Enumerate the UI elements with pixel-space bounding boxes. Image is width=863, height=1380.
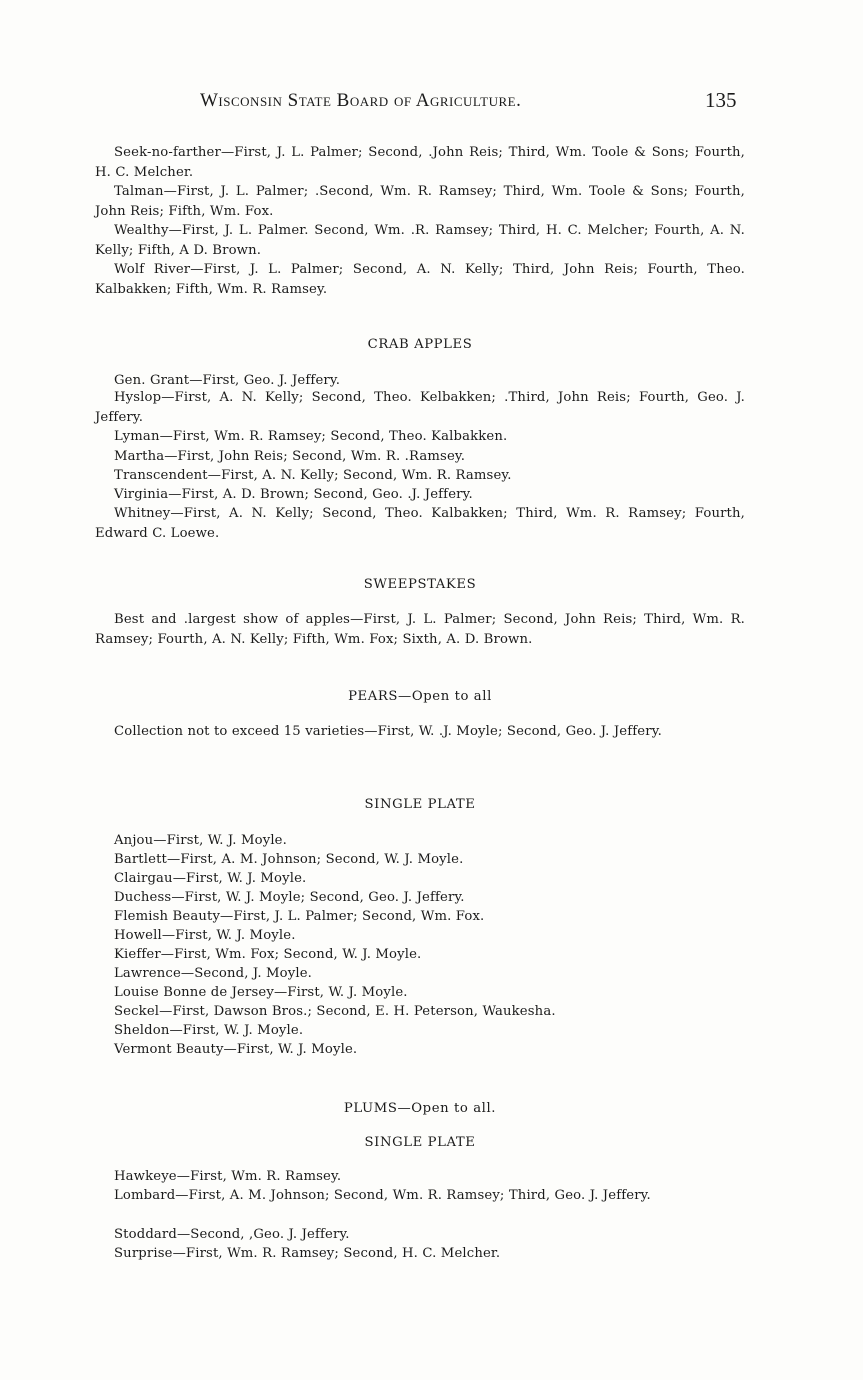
entry-gen-grant: Gen. Grant—First, Geo. J. Jeffery.: [114, 373, 341, 388]
entry-whitney: Whitney—First, A. N. Kelly; Second, Theo. Kalbakken; Third, Wm. R. Ramsey; Fourth, Edward C. Loewe.: [95, 506, 745, 541]
entry-lombard: Lombard—First, A. M. Johnson; Second, Wm. R. Ramsey; Third, Geo. J. Jeffery.: [114, 1188, 651, 1203]
entry-wealthy: Wealthy—First, J. L. Palmer. Second, Wm. .R. Ramsey; Third, H. C. Melcher; Fourth, A. N. Kelly; Fifth, A D. Brown.: [95, 223, 745, 258]
entry-virginia: Virginia—First, A. D. Brown; Second, Geo. .J. Jeffery.: [114, 487, 473, 502]
entry-louise-bonne-de-jersey: Louise Bonne de Jersey—First, W. J. Moyle.: [114, 985, 408, 1000]
entry-sheldon: Sheldon—First, W. J. Moyle.: [114, 1023, 304, 1038]
entry-talman: Talman—First, J. L. Palmer; .Second, Wm. R. Ramsey; Third, Wm. Toole & Sons; Fourth, John Reis; Fifth, Wm. Fox.: [95, 184, 745, 219]
running-head: Wisconsin State Board of Agriculture.: [200, 90, 522, 111]
entry-howell: Howell—First, W. J. Moyle.: [114, 928, 296, 943]
entry-wolf-river: Wolf River—First, J. L. Palmer; Second, A. N. Kelly; Third, John Reis; Fourth, Theo. Kalbakken; Fifth, Wm. R. Ramsey.: [95, 262, 745, 297]
entry-hawkeye: Hawkeye—First, Wm. R. Ramsey.: [114, 1169, 342, 1184]
entry-bartlett: Bartlett—First, A. M. Johnson; Second, W. J. Moyle.: [114, 852, 464, 867]
entry-lawrence: Lawrence—Second, J. Moyle.: [114, 966, 313, 981]
entry-kieffer: Kieffer—First, Wm. Fox; Second, W. J. Moyle.: [114, 947, 422, 962]
entry-clairgau: Clairgau—First, W. J. Moyle.: [114, 871, 307, 886]
section-heading-pears: PEARS—Open to all: [348, 689, 492, 704]
entry-lyman: Lyman—First, Wm. R. Ramsey; Second, Theo. Kalbakken.: [114, 429, 508, 444]
section-heading-crab-apples: CRAB APPLES: [367, 337, 473, 352]
entry-pear-collection: Collection not to exceed 15 varieties—First, W. .J. Moyle; Second, Geo. J. Jeffery.: [114, 724, 662, 739]
section-heading-plums-single-plate: SINGLE PLATE: [364, 1135, 476, 1150]
entry-seek-no-farther: Seek-no-farther—First, J. L. Palmer; Second, .John Reis; Third, Wm. Toole & Sons; Fourth, H. C. Melcher.: [95, 145, 745, 180]
entry-flemish-beauty: Flemish Beauty—First, J. L. Palmer; Second, Wm. Fox.: [114, 909, 485, 924]
entry-seckel: Seckel—First, Dawson Bros.; Second, E. H. Peterson, Waukesha.: [114, 1004, 556, 1019]
entry-martha: Martha—First, John Reis; Second, Wm. R. .Ramsey.: [114, 449, 466, 464]
entry-best-and-largest-show: Best and .largest show of apples—First, J. L. Palmer; Second, John Reis; Third, Wm. R. Ramsey; Fourth, A. N. Kelly; Fifth, Wm. Fox; Sixth, A. D. Brown.: [95, 612, 745, 647]
page-number: 135: [705, 88, 737, 112]
entry-surprise: Surprise—First, Wm. R. Ramsey; Second, H. C. Melcher.: [114, 1246, 501, 1261]
entry-duchess: Duchess—First, W. J. Moyle; Second, Geo. J. Jeffery.: [114, 890, 465, 905]
entry-stoddard: Stoddard—Second, ,Geo. J. Jeffery.: [114, 1227, 350, 1242]
entry-anjou: Anjou—First, W. J. Moyle.: [114, 833, 287, 848]
section-heading-sweepstakes: SWEEPSTAKES: [363, 577, 477, 592]
section-heading-plums: PLUMS—Open to all.: [343, 1101, 497, 1116]
entry-transcendent: Transcendent—First, A. N. Kelly; Second, Wm. R. Ramsey.: [114, 468, 512, 483]
entry-hyslop: Hyslop—First, A. N. Kelly; Second, Theo. Kelbakken; .Third, John Reis; Fourth, Geo. J. Jeffery.: [95, 390, 745, 425]
entry-vermont-beauty: Vermont Beauty—First, W. J. Moyle.: [114, 1042, 358, 1057]
section-heading-single-plate: SINGLE PLATE: [364, 797, 476, 812]
